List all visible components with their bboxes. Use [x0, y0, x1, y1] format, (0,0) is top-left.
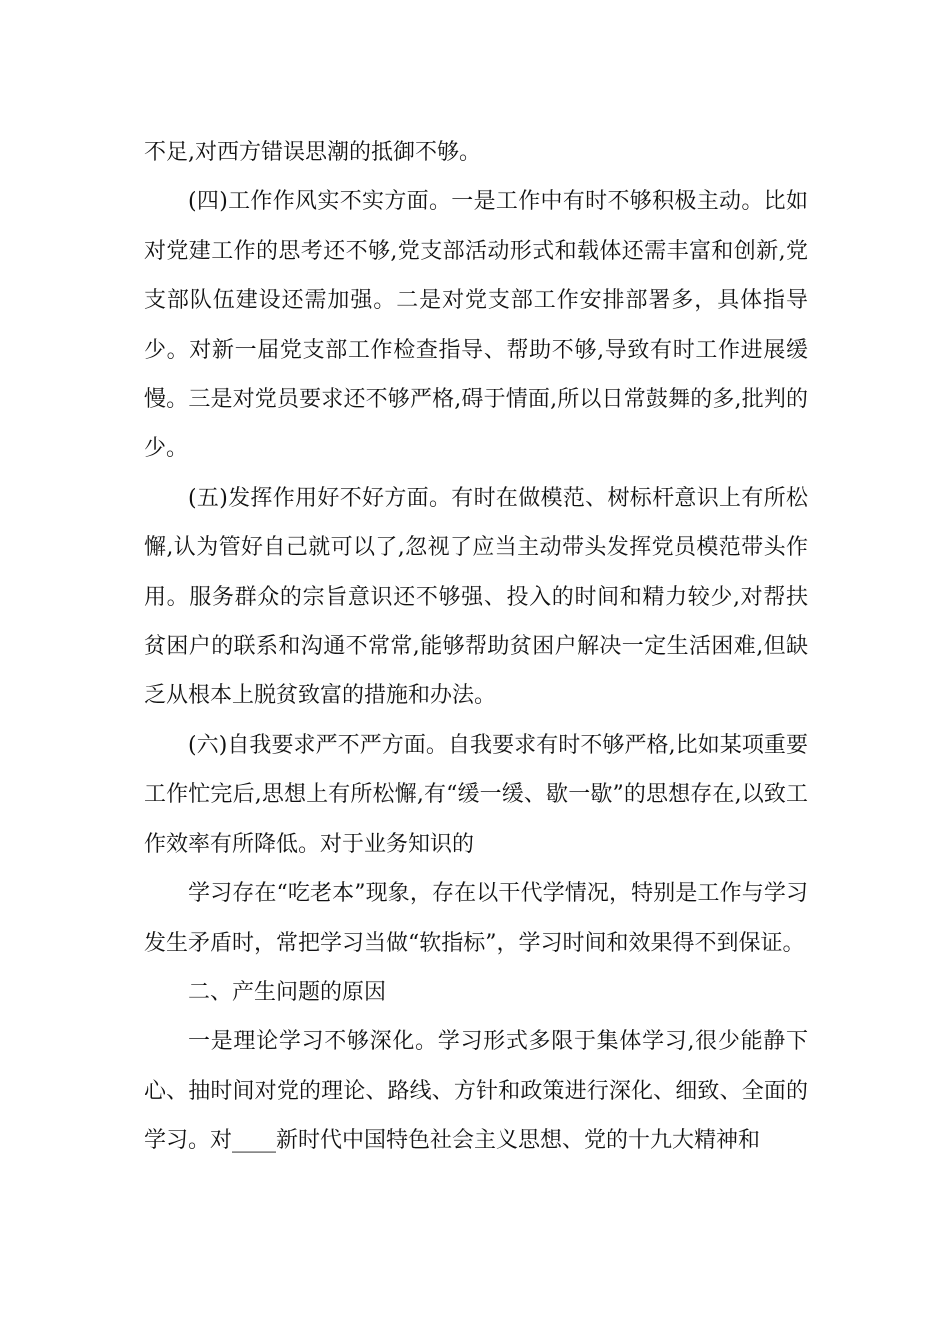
paragraph-work-style: (四)工作作风实不实方面。一是工作中有时不够积极主动。比如对党建工作的思考还不够,党支部活动形式和载体还需丰富和创新,党支部队伍建设还需加强。二是对党支部工作安排部署多，具体指导少。对新一届党支部工作检查指导、帮助不够,导致有时工作进展缓慢。三是对党员要求还不够严格,碍于情面,所以日常鼓舞的多,批判的少。 [144, 189, 808, 462]
section-heading-causes: 二、产生问题的原因 [188, 979, 387, 1005]
paragraph-study: 学习存在“吃老本”现象，存在以干代学情况，特别是工作与学习发生矛盾时，常把学习当做“软指标”，学习时间和效果得不到保证。 [144, 881, 808, 956]
document-body [144, 128, 808, 1166]
paragraph-continued: 不足,对西方错误思潮的抵御不够。 [144, 140, 481, 165]
paragraph-theory-study: 一是理论学习不够深化。学习形式多限于集体学习,很少能静下心、抽时间对党的理论、路线、方针和政策进行深化、细致、全面的学习。对____新时代中国特色社会主义思想、党的十九大精神和 [144, 1029, 808, 1154]
paragraph-self-discipline: (六)自我要求严不严方面。自我要求有时不够严格,比如某项重要工作忙完后,思想上有所松懈,有“缓一缓、歇一歇”的思想存在,以致工作效率有所降低。对于业务知识的 [144, 732, 808, 857]
paragraph-role: (五)发挥作用好不好方面。有时在做模范、树标杆意识上有所松懈,认为管好自己就可以了,忽视了应当主动带头发挥党员模范带头作用。服务群众的宗旨意识还不够强、投入的时间和精力较少,对帮扶贫困户的联系和沟通不常常,能够帮助贫困户解决一定生活困难,但缺乏从根本上脱贫致富的措施和办法。 [144, 485, 808, 709]
